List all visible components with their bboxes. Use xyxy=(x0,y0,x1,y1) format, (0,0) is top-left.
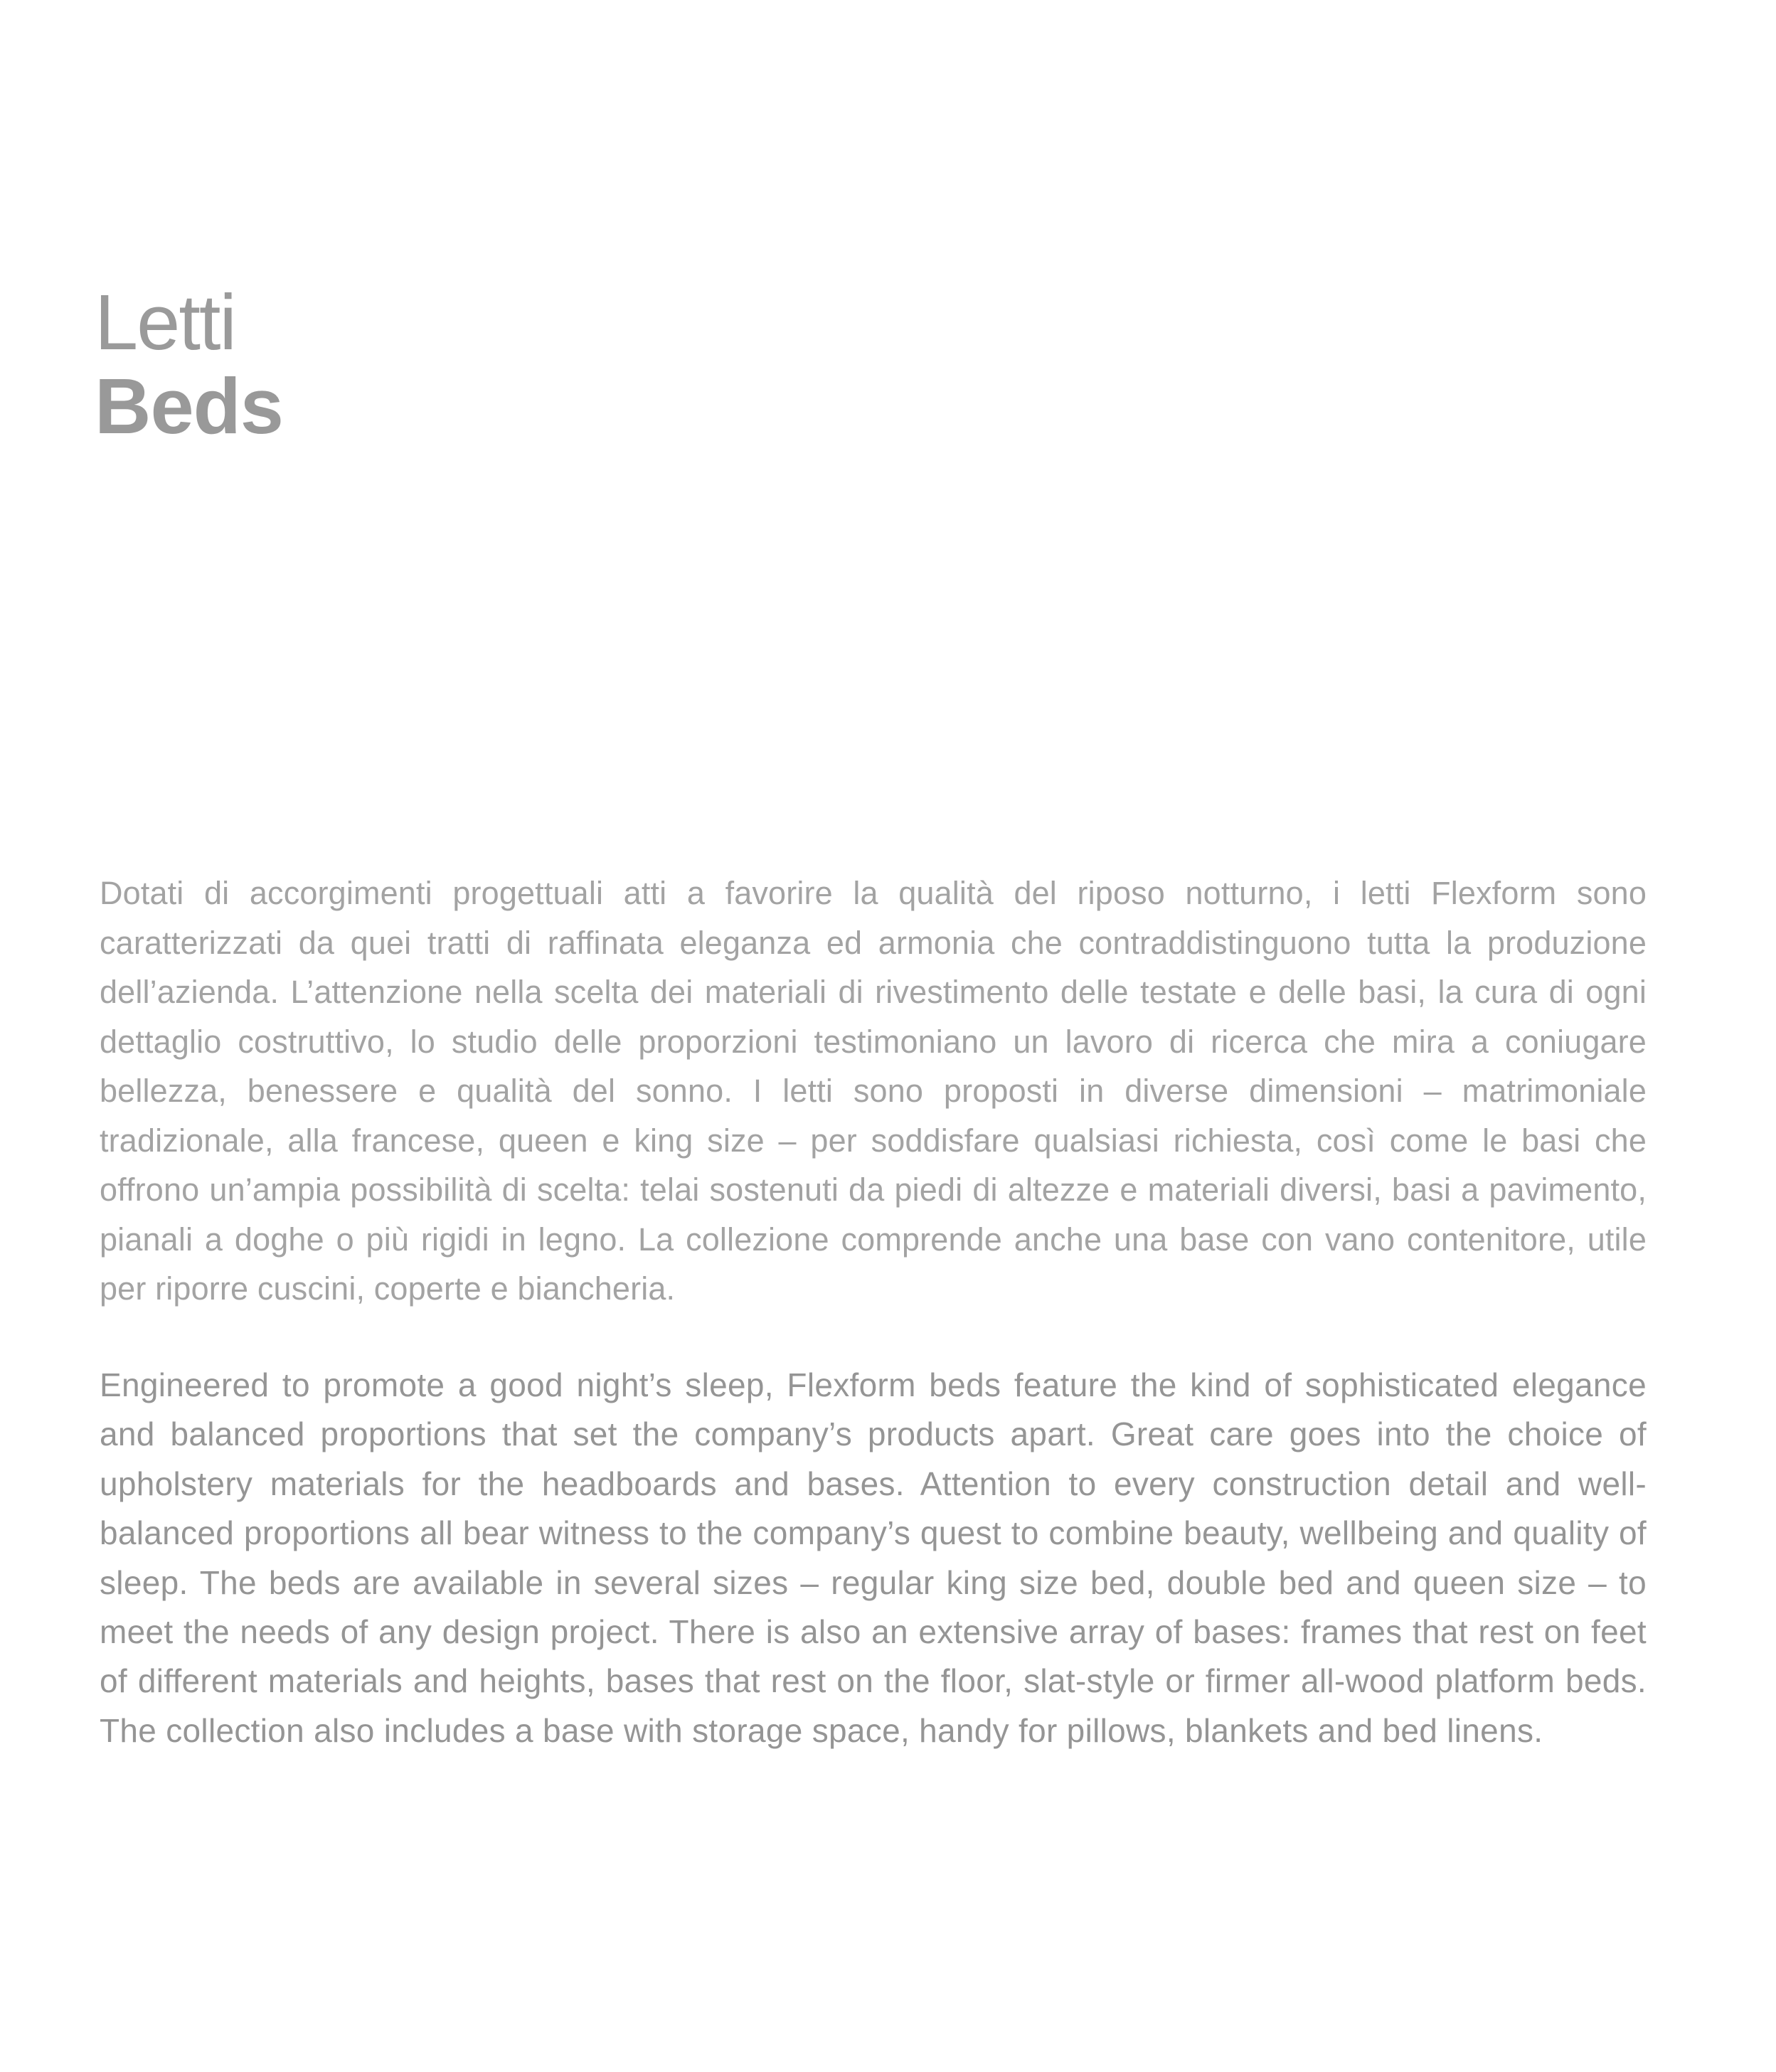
description-italian: Dotati di accorgimenti progettuali atti a favorire la qualità del riposo notturno, i letti Flexform sono caratterizzati da quei tratti di raffinata eleganza ed armonia che contraddistinguono tutta la produzione dell’azienda. L’attenzione nella scelta dei materiali di rivestimento delle testate e delle basi, la cura di ogni dettaglio costruttivo, lo studio delle proporzioni testimoniano un lavoro di ricerca che mira a coniugare bellezza, benessere e qualità del sonno. I letti sono proposti in diverse dimensioni – matrimoniale tradizionale, alla francese, queen e king size – per soddisfare qualsiasi richiesta, così come le basi che offrono un’ampia possibilità di scelta: telai sostenuti da piedi di altezze e materiali diversi, basi a pavimento, pianali a doghe o più rigidi in legno. La collezione comprende anche una base con vano contenitore, utile per riporre cuscini, coperte e biancheria. xyxy=(100,875,1647,1307)
title-italian: Letti xyxy=(95,279,235,366)
description-english: Engineered to promote a good night’s sleep, Flexform beds feature the kind of sophisticated elegance and balanced proportions that set the company’s products apart. Great care goes into the choice of upholstery materials for the headboards and bases. Attention to every construction detail and well-balanced proportions all bear witness to the company’s quest to combine beauty, wellbeing and quality of sleep. The beds are available in several sizes – regular king size bed, double bed and queen size – to meet the needs of any design project. There is also an extensive array of bases: frames that rest on feet of different materials and heights, bases that rest on the floor, slat-style or firmer all-wood platform beds. The collection also includes a base with storage space, handy for pillows, blankets and bed linens. xyxy=(100,1366,1647,1749)
page-title xyxy=(95,281,283,449)
title-english: Beds xyxy=(95,363,283,450)
